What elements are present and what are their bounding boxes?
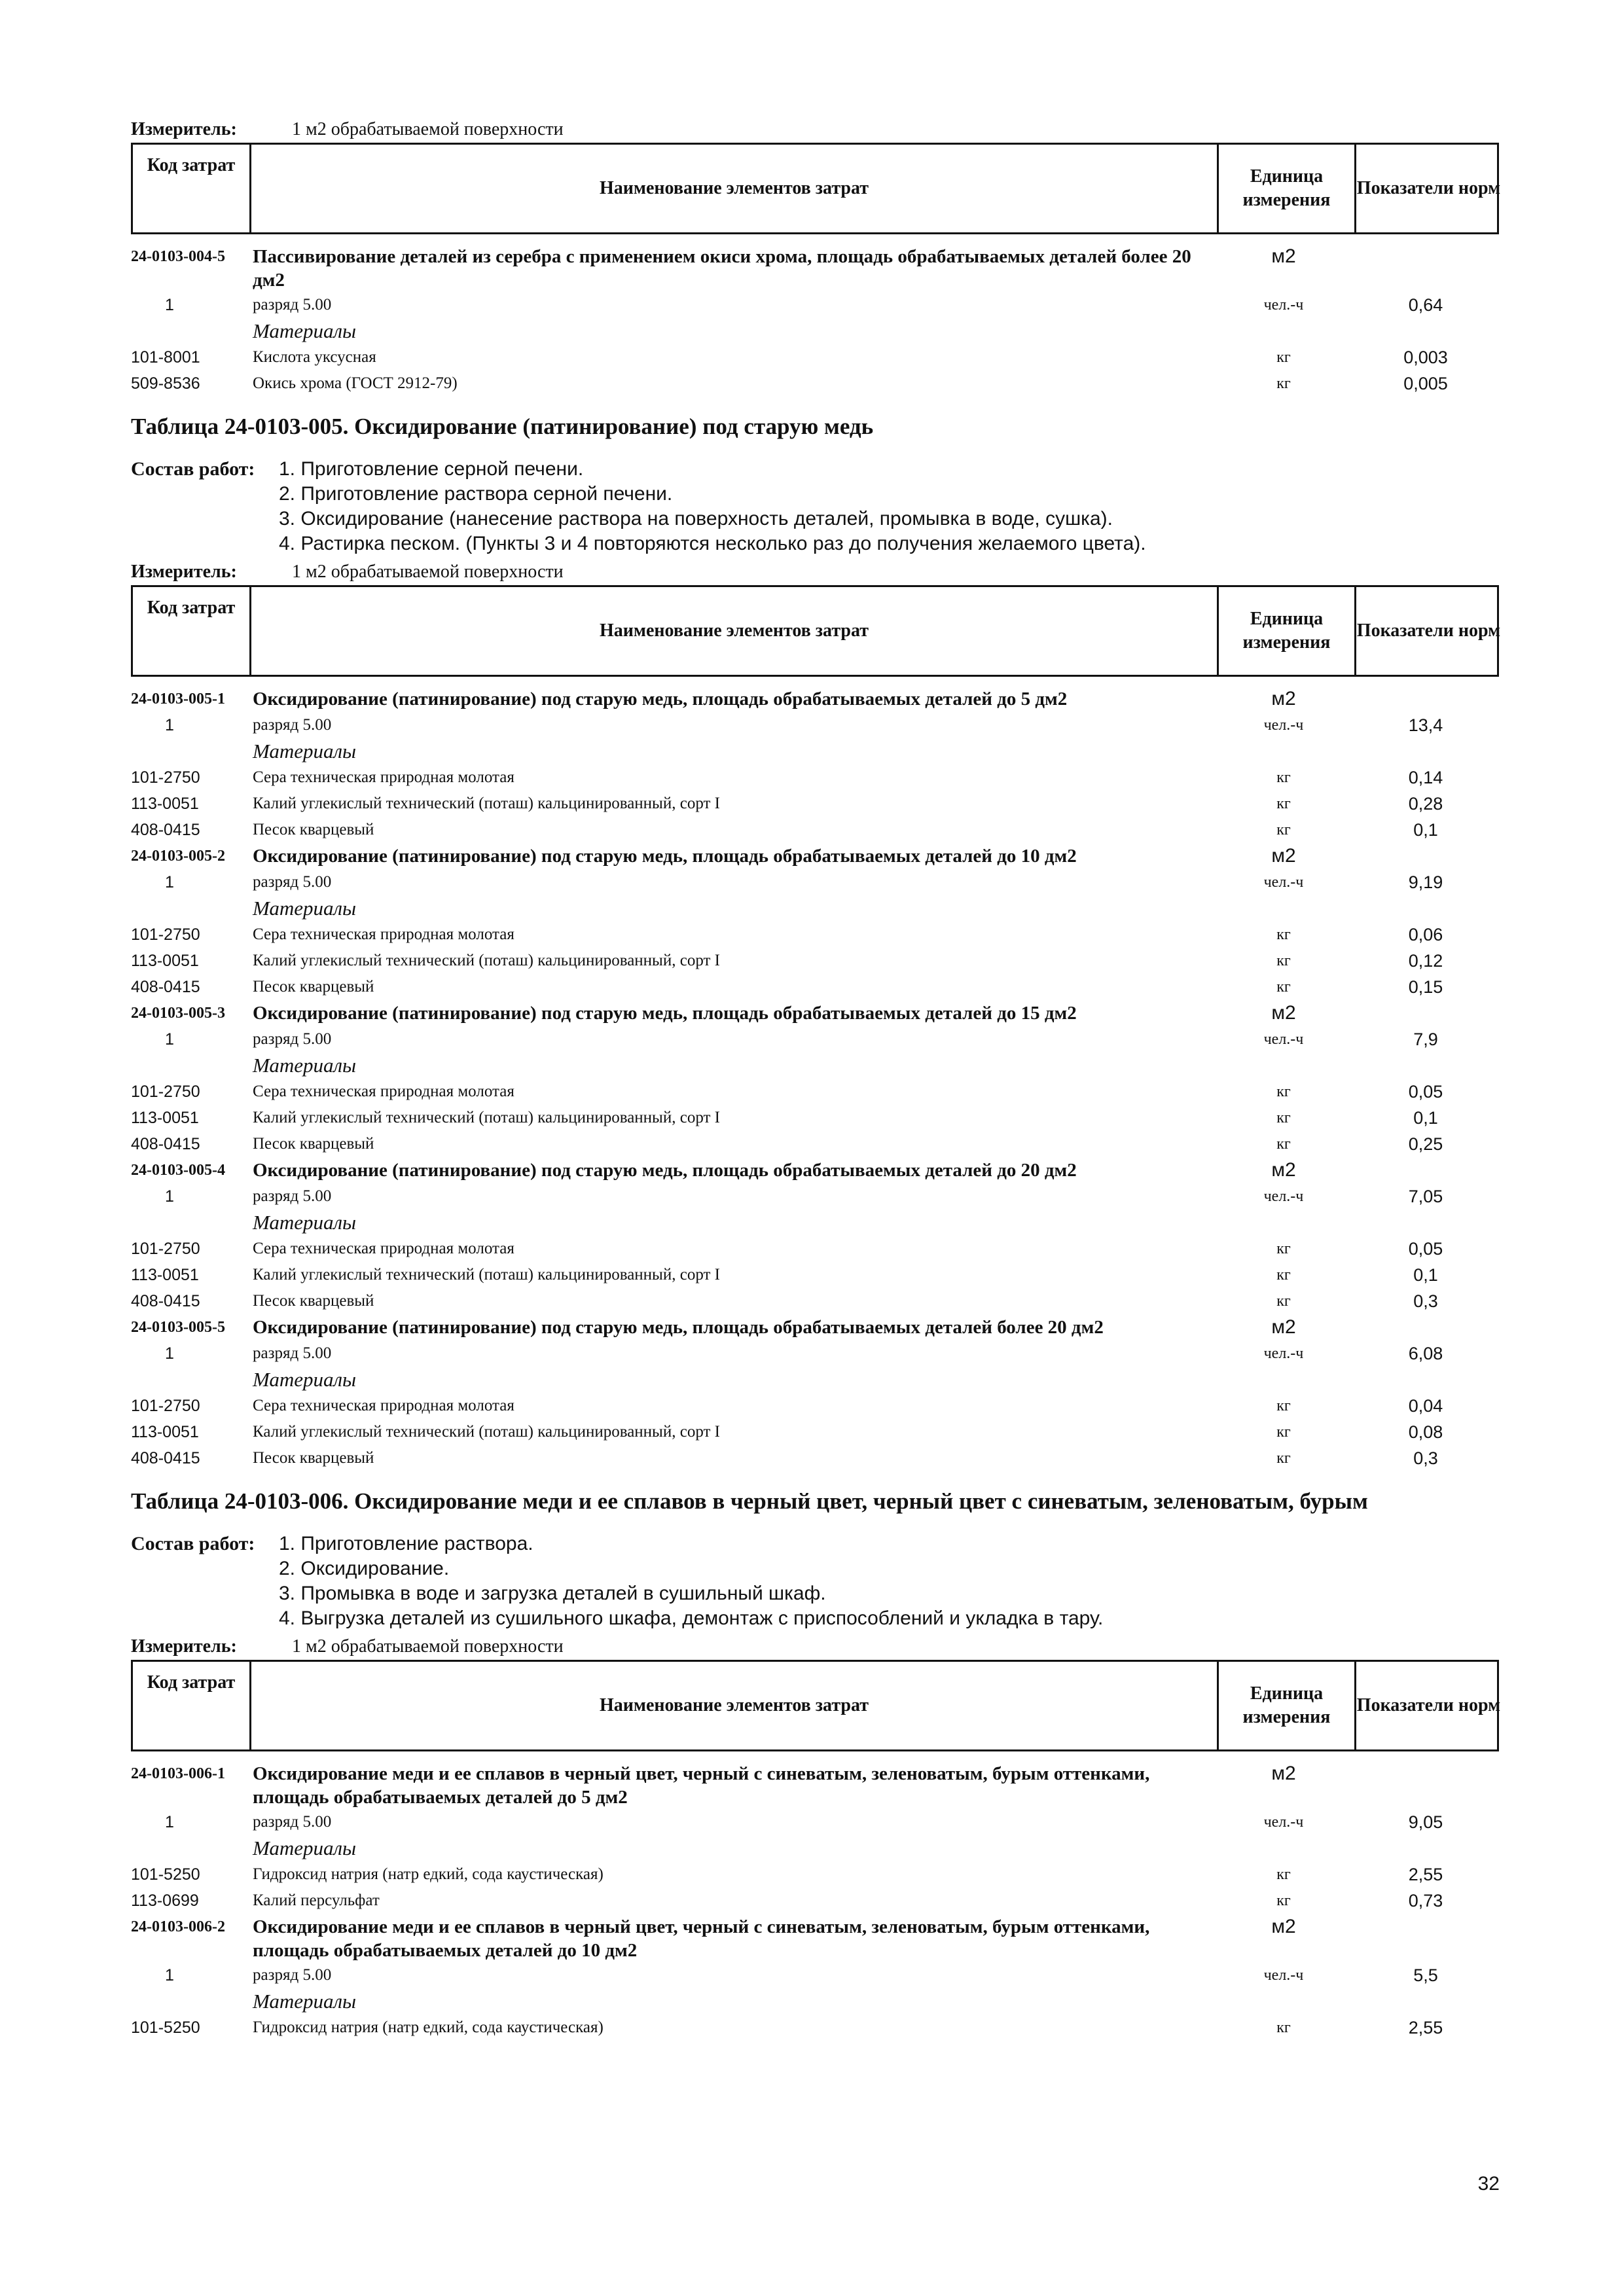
row-unit: кг [1276, 375, 1291, 392]
norm-heading-row [131, 686, 1499, 712]
row-unit: чел.-ч [1263, 1814, 1304, 1831]
row-unit: м2 [1271, 245, 1296, 267]
row-unit: кг [1276, 1136, 1291, 1153]
labor-row [131, 1962, 1499, 1988]
row-unit: кг [1276, 349, 1291, 366]
row-value: 0,64 [1408, 295, 1443, 315]
row-unit: чел.-ч [1263, 1345, 1304, 1362]
row-name: Сера техническая природная молотая [253, 768, 514, 786]
row-name: Оксидирование (патинирование) под старую медь, площадь обрабатываемых деталей до 10 дм2 [253, 846, 1077, 867]
row-name: Материалы [253, 740, 357, 762]
labor-row [131, 1340, 1499, 1367]
row-unit: чел.-ч [1263, 1967, 1304, 1984]
row-value: 6,08 [1408, 1344, 1443, 1363]
norm-heading-row [131, 1157, 1499, 1183]
row-value: 0,25 [1408, 1134, 1443, 1154]
row-unit: кг [1276, 1266, 1291, 1283]
materials-heading-row [131, 1835, 1499, 1861]
measure-label: Измеритель: [131, 562, 237, 582]
row-name: Калий углекислый технический (поташ) кальцинированный, сорт I [253, 952, 720, 969]
table-title: Таблица 24-0103-005. Оксидирование (патинирование) под старую медь [131, 414, 874, 439]
row-name: Оксидирование (патинирование) под старую медь, площадь обрабатываемых деталей до 15 дм2 [253, 1003, 1077, 1024]
row-name: Материалы [253, 897, 357, 920]
table-header [131, 1660, 1499, 1751]
composition-label: Состав работ: [131, 1533, 255, 1554]
row-name: Оксидирование (патинирование) под старую медь, площадь обрабатываемых деталей более 20 дм2 [253, 1317, 1104, 1338]
row-code: 101-2750 [131, 925, 200, 944]
material-row [131, 1393, 1499, 1419]
composition-label: Состав работ: [131, 458, 255, 480]
composition-step: 2. Оксидирование. [279, 1558, 450, 1579]
labor-row [131, 1026, 1499, 1052]
row-name: разряд 5.00 [253, 873, 332, 891]
header-code: Код затрат [147, 1672, 236, 1693]
row-name: Оксидирование (патинирование) под старую медь, площадь обрабатываемых деталей до 5 дм2 [253, 689, 1068, 709]
material-row [131, 791, 1499, 817]
norm-heading-row [131, 1000, 1499, 1026]
row-name: Калий углекислый технический (поташ) кальцинированный, сорт I [253, 795, 720, 812]
norm-heading-row [131, 1914, 1499, 1962]
row-code: 101-8001 [131, 348, 200, 367]
row-value: 7,9 [1413, 1030, 1438, 1049]
row-name: Материалы [253, 1990, 357, 2013]
row-unit: кг [1276, 1450, 1291, 1467]
row-unit: кг [1276, 769, 1291, 786]
measure-line [131, 559, 1499, 585]
row-unit: м2 [1271, 1002, 1296, 1024]
row-name: Калий углекислый технический (поташ) кальцинированный, сорт I [253, 1109, 720, 1126]
materials-heading-row [131, 1052, 1499, 1079]
materials-heading-row [131, 1367, 1499, 1393]
row-unit: кг [1276, 2019, 1291, 2036]
row-code: 24-0103-006-2 [131, 1918, 225, 1935]
row-unit: м2 [1271, 1916, 1296, 1937]
header-unit: Единица измерения [1217, 145, 1354, 232]
row-value: 0,14 [1408, 768, 1443, 787]
header-name: Наименование элементов затрат [249, 587, 1217, 675]
row-unit: кг [1276, 821, 1291, 838]
material-row [131, 1861, 1499, 1888]
row-unit: кг [1276, 1240, 1291, 1257]
measure-line [131, 1634, 1499, 1660]
row-value: 0,1 [1413, 820, 1438, 840]
row-unit: чел.-ч [1263, 1188, 1304, 1205]
labor-row [131, 1183, 1499, 1210]
row-value: 0,06 [1408, 925, 1443, 944]
row-name: Песок кварцевый [253, 1135, 374, 1153]
row-code: 24-0103-005-4 [131, 1162, 225, 1179]
row-name: Калий углекислый технический (поташ) кальцинированный, сорт I [253, 1266, 720, 1283]
row-unit: чел.-ч [1263, 1031, 1304, 1048]
norm-heading-row [131, 1761, 1499, 1809]
composition-step: 1. Приготовление раствора. [279, 1533, 533, 1554]
row-name: Сера техническая природная молотая [253, 925, 514, 943]
row-name: Материалы [253, 1837, 357, 1859]
composition-step: 3. Промывка в воде и загрузка деталей в сушильный шкаф. [279, 1583, 826, 1604]
material-row [131, 817, 1499, 843]
labor-row [131, 712, 1499, 738]
header-norm: Показатели норм [1354, 1662, 1501, 1749]
row-name: разряд 5.00 [253, 1966, 332, 1984]
row-unit: м2 [1271, 845, 1296, 867]
row-code: 101-2750 [131, 768, 200, 787]
page-number: 32 [1477, 2173, 1500, 2195]
row-name: Гидроксид натрия (натр едкий, сода каустическая) [253, 2018, 604, 2036]
table-header [131, 143, 1499, 234]
materials-heading-row [131, 318, 1499, 344]
work-composition [131, 457, 1499, 556]
work-composition [131, 1532, 1499, 1631]
row-code: 24-0103-006-1 [131, 1765, 225, 1782]
norm-heading-row [131, 243, 1499, 292]
row-code: 24-0103-005-1 [131, 691, 225, 708]
row-code: 1 [165, 1187, 174, 1206]
row-code: 408-0415 [131, 1292, 200, 1310]
row-code: 113-0699 [131, 1892, 199, 1910]
row-unit: кг [1276, 952, 1291, 969]
material-row [131, 1888, 1499, 1914]
material-row [131, 1445, 1499, 1471]
labor-row [131, 869, 1499, 895]
materials-heading-row [131, 1988, 1499, 2015]
row-value: 0,003 [1403, 348, 1448, 367]
row-name: разряд 5.00 [253, 1030, 332, 1048]
row-value: 0,04 [1408, 1396, 1443, 1416]
row-code: 509-8536 [131, 374, 200, 393]
material-row [131, 764, 1499, 791]
row-value: 0,005 [1403, 374, 1448, 393]
composition-list [279, 457, 1496, 556]
table-title: Таблица 24-0103-006. Оксидирование меди и ее сплавов в черный цвет, черный цвет с синеватым, зеленоватым, бурым [131, 1488, 1368, 1514]
norm-heading-row [131, 843, 1499, 869]
material-row [131, 1105, 1499, 1131]
row-code: 24-0103-005-3 [131, 1005, 225, 1022]
measure-label: Измеритель: [131, 1636, 237, 1657]
header-code: Код затрат [147, 155, 236, 175]
row-name: Песок кварцевый [253, 1292, 374, 1310]
norm-heading-row [131, 1314, 1499, 1340]
materials-heading-row [131, 895, 1499, 922]
row-code: 1 [165, 296, 174, 314]
row-name: разряд 5.00 [253, 296, 332, 314]
measure-line [131, 117, 1499, 143]
row-code: 24-0103-005-2 [131, 848, 225, 865]
header-name: Наименование элементов затрат [249, 145, 1217, 232]
row-code: 1 [165, 1344, 174, 1363]
row-unit: кг [1276, 1293, 1291, 1310]
row-code: 101-2750 [131, 1083, 200, 1101]
row-code: 101-2750 [131, 1240, 200, 1258]
row-value: 9,05 [1408, 1812, 1443, 1832]
row-value: 7,05 [1408, 1187, 1443, 1206]
row-value: 2,55 [1408, 1865, 1443, 1884]
row-name: Материалы [253, 319, 357, 342]
row-code: 101-5250 [131, 1865, 200, 1884]
row-name: разряд 5.00 [253, 716, 332, 734]
row-code: 408-0415 [131, 1135, 200, 1153]
row-name: Гидроксид натрия (натр едкий, сода каустическая) [253, 1865, 604, 1883]
measure-label: Измеритель: [131, 119, 237, 139]
row-value: 0,1 [1413, 1265, 1438, 1285]
row-unit: кг [1276, 1866, 1291, 1883]
row-unit: кг [1276, 978, 1291, 996]
material-row [131, 370, 1499, 397]
row-code: 408-0415 [131, 978, 200, 996]
row-code: 113-0051 [131, 795, 199, 813]
row-name: Оксидирование (патинирование) под старую медь, площадь обрабатываемых деталей до 20 дм2 [253, 1160, 1077, 1181]
row-unit: кг [1276, 1892, 1291, 1909]
row-value: 0,05 [1408, 1239, 1443, 1259]
labor-row [131, 292, 1499, 318]
row-code: 1 [165, 716, 174, 734]
row-name: Калий углекислый технический (поташ) кальцинированный, сорт I [253, 1423, 720, 1441]
header-unit: Единица измерения [1217, 1662, 1354, 1749]
composition-step: 2. Приготовление раствора серной печени. [279, 483, 673, 505]
row-code: 24-0103-004-5 [131, 248, 225, 265]
material-row [131, 1419, 1499, 1445]
row-value: 0,12 [1408, 951, 1443, 971]
row-unit: м2 [1271, 688, 1296, 709]
row-name: Песок кварцевый [253, 821, 374, 838]
header-code: Код затрат [147, 598, 236, 618]
row-code: 1 [165, 1813, 174, 1831]
row-code: 113-0051 [131, 952, 199, 970]
material-row [131, 1262, 1499, 1288]
composition-step: 3. Оксидирование (нанесение раствора на поверхность деталей, промывка в воде, сушка). [279, 508, 1113, 529]
document-page [131, 117, 1499, 2041]
row-name: Материалы [253, 1368, 357, 1391]
row-value: 0,28 [1408, 794, 1443, 814]
row-value: 0,05 [1408, 1082, 1443, 1102]
material-row [131, 344, 1499, 370]
row-name: разряд 5.00 [253, 1344, 332, 1362]
row-name: Калий персульфат [253, 1892, 380, 1909]
row-value: 2,55 [1408, 2018, 1443, 2037]
measure-value: 1 м2 обрабатываемой поверхности [292, 1636, 564, 1657]
row-value: 0,08 [1408, 1422, 1443, 1442]
row-unit: чел.-ч [1263, 874, 1304, 891]
row-name: разряд 5.00 [253, 1187, 332, 1205]
row-name: Сера техническая природная молотая [253, 1240, 514, 1257]
measure-value: 1 м2 обрабатываемой поверхности [292, 119, 564, 139]
row-value: 5,5 [1413, 1965, 1438, 1985]
row-unit: кг [1276, 1083, 1291, 1100]
row-unit: кг [1276, 1109, 1291, 1126]
material-row [131, 974, 1499, 1000]
row-unit: м2 [1271, 1159, 1296, 1181]
composition-step: 1. Приготовление серной печени. [279, 458, 584, 480]
row-code: 101-2750 [131, 1397, 200, 1415]
row-code: 408-0415 [131, 1449, 200, 1467]
row-name: Оксидирование меди и ее сплавов в черный цвет, черный с синеватым, зеленоватым, бурым оттенками, площадь обрабатываемых деталей до 5 дм2 [253, 1763, 1150, 1808]
row-name: Материалы [253, 1211, 357, 1234]
material-row [131, 2015, 1499, 2041]
row-unit: чел.-ч [1263, 717, 1304, 734]
measure-value: 1 м2 обрабатываемой поверхности [292, 562, 564, 582]
row-value: 0,3 [1413, 1291, 1438, 1311]
header-unit: Единица измерения [1217, 587, 1354, 675]
row-value: 13,4 [1408, 715, 1443, 735]
row-code: 1 [165, 1030, 174, 1049]
row-code: 1 [165, 873, 174, 891]
row-name: Пассивирование деталей из серебра с применением окиси хрома, площадь обрабатываемых деталей более 20 дм2 [253, 246, 1191, 291]
composition-list [279, 1532, 1496, 1631]
header-name: Наименование элементов затрат [249, 1662, 1217, 1749]
row-name: Кислота уксусная [253, 348, 376, 366]
table-header [131, 585, 1499, 677]
materials-heading-row [131, 738, 1499, 764]
row-code: 101-5250 [131, 2018, 200, 2037]
row-unit: чел.-ч [1263, 296, 1304, 314]
row-name: Песок кварцевый [253, 978, 374, 996]
row-value: 0,1 [1413, 1108, 1438, 1128]
row-name: Оксидирование меди и ее сплавов в черный цвет, черный с синеватым, зеленоватым, бурым оттенками, площадь обрабатываемых деталей до 10 дм2 [253, 1916, 1150, 1961]
row-name: разряд 5.00 [253, 1813, 332, 1831]
row-value: 9,19 [1408, 872, 1443, 892]
row-code: 113-0051 [131, 1109, 199, 1127]
material-row [131, 1288, 1499, 1314]
row-code: 1 [165, 1966, 174, 1984]
material-row [131, 1131, 1499, 1157]
row-name: Песок кварцевый [253, 1449, 374, 1467]
header-norm: Показатели норм [1354, 587, 1501, 675]
row-unit: м2 [1271, 1763, 1296, 1784]
row-value: 0,3 [1413, 1448, 1438, 1468]
row-code: 24-0103-005-5 [131, 1319, 225, 1336]
material-row [131, 1236, 1499, 1262]
row-value: 0,15 [1408, 977, 1443, 997]
row-name: Окись хрома (ГОСТ 2912-79) [253, 374, 458, 392]
row-code: 113-0051 [131, 1423, 199, 1441]
materials-heading-row [131, 1210, 1499, 1236]
header-norm: Показатели норм [1354, 145, 1501, 232]
row-unit: кг [1276, 926, 1291, 943]
row-code: 408-0415 [131, 821, 200, 839]
composition-step: 4. Растирка песком. (Пункты 3 и 4 повторяются несколько раз до получения желаемого цвета). [279, 533, 1146, 554]
composition-step: 4. Выгрузка деталей из сушильного шкафа, демонтаж с приспособлений и укладка в тару. [279, 1607, 1104, 1629]
row-name: Сера техническая природная молотая [253, 1083, 514, 1100]
row-name: Материалы [253, 1054, 357, 1077]
row-name: Сера техническая природная молотая [253, 1397, 514, 1414]
row-value: 0,73 [1408, 1891, 1443, 1910]
labor-row [131, 1809, 1499, 1835]
row-unit: кг [1276, 1424, 1291, 1441]
row-unit: кг [1276, 1397, 1291, 1414]
row-code: 113-0051 [131, 1266, 199, 1284]
material-row [131, 948, 1499, 974]
row-unit: м2 [1271, 1316, 1296, 1338]
row-unit: кг [1276, 795, 1291, 812]
material-row [131, 922, 1499, 948]
material-row [131, 1079, 1499, 1105]
